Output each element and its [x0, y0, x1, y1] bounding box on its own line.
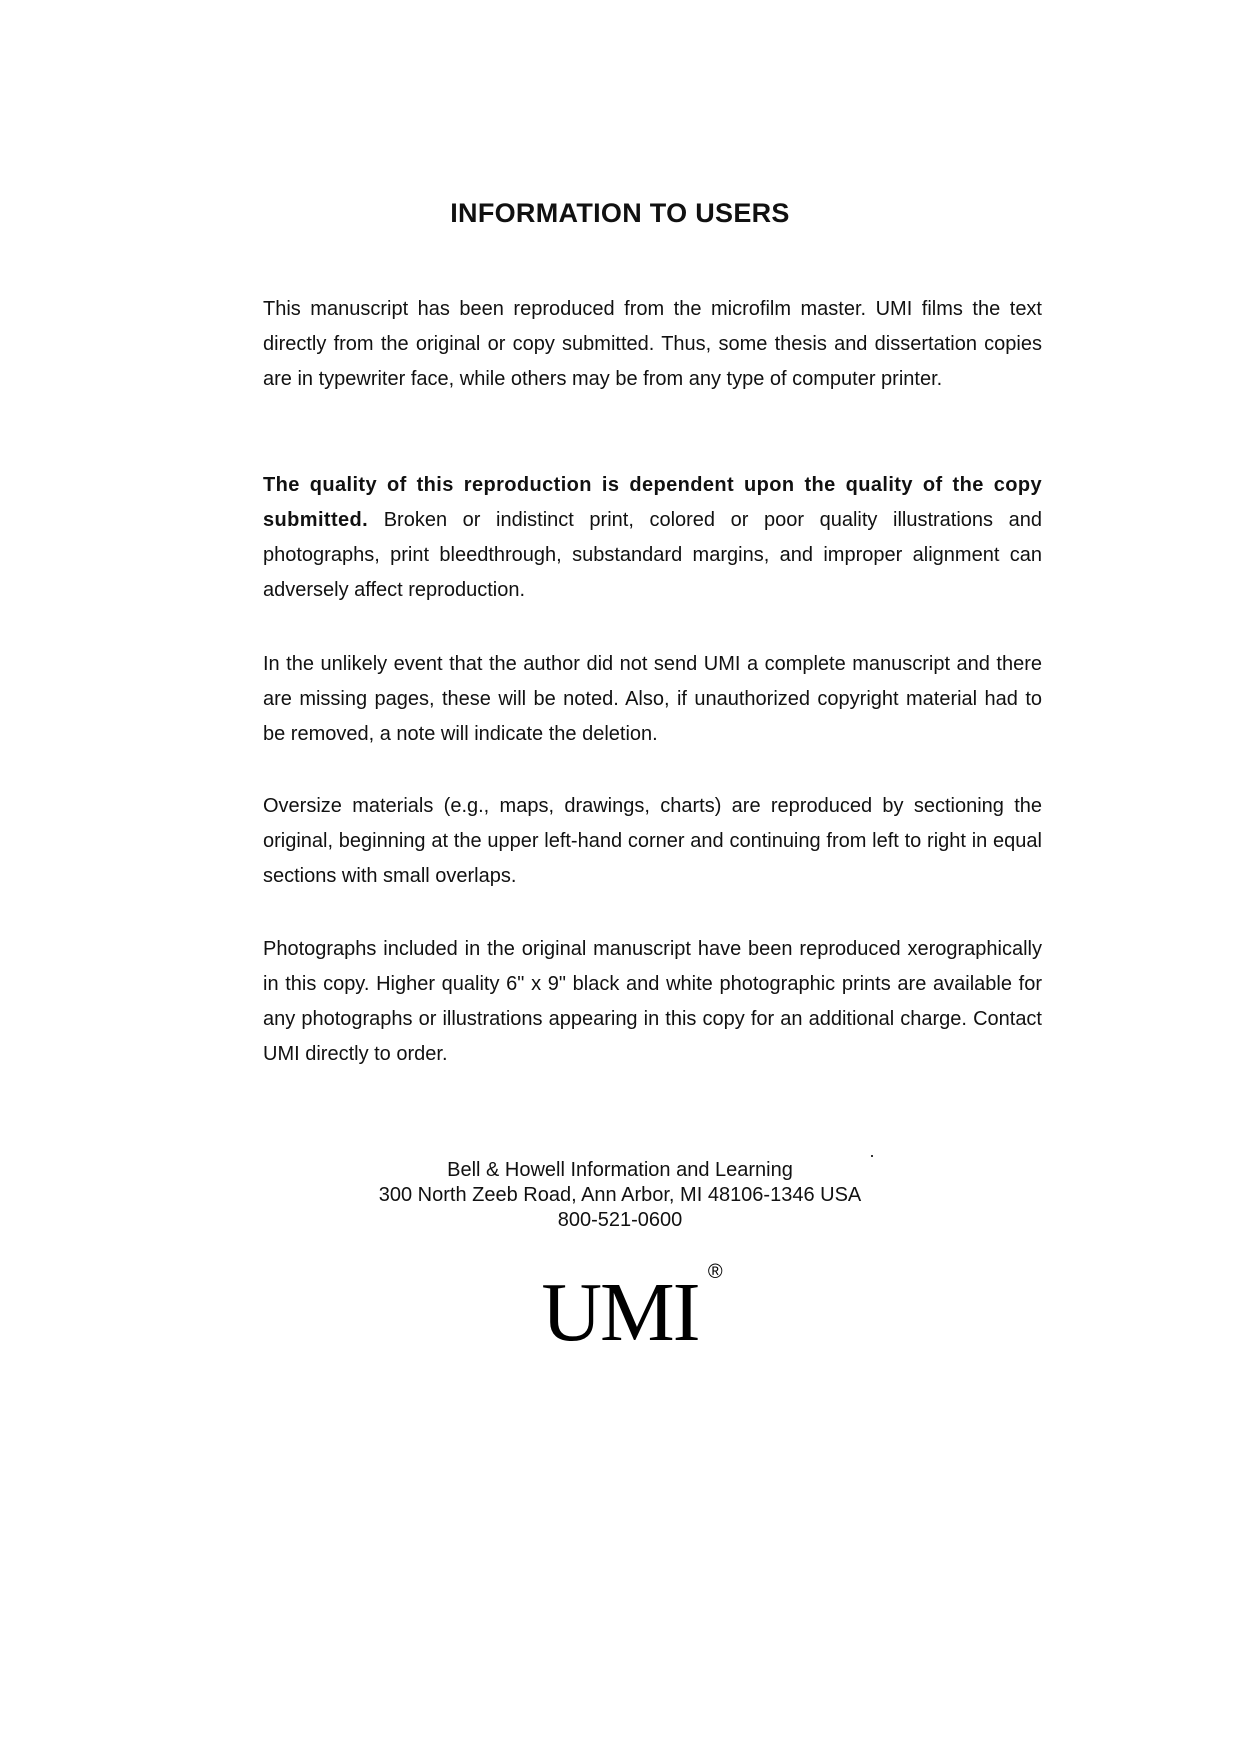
quality-rest-text: Broken or indistinct print, colored or poor quality illustrations and photographs, print bleedthrough, substandard margins, and improper alignment can adversely affect reproduction.	[263, 509, 1042, 601]
registered-mark-icon: ®	[707, 1261, 721, 1283]
publisher-address	[0, 1158, 1240, 1233]
paragraph-photographs-notice: Photographs included in the original manuscript have been reproduced xerographically in this copy. Higher quality 6" x 9" black and white photographic prints are available for any photographs or illustrations appearing in this copy for an additional charge. Contact UMI directly to order.	[263, 938, 1042, 1065]
paragraph-missing-pages-notice: In the unlikely event that the author did not send UMI a complete manuscript and there are missing pages, these will be noted. Also, if unauthorized copyright material had to be removed, a note will indicate the deletion.	[263, 653, 1042, 745]
paragraph-quality-notice	[263, 468, 1042, 608]
address-company: Bell & Howell Information and Learning	[447, 1159, 793, 1181]
paragraph-reproduction-notice: This manuscript has been reproduced from the microfilm master. UMI films the text directly from the original or copy submitted. Thus, some thesis and dissertation copies are in typewriter face, while others may be from any type of computer printer.	[263, 298, 1042, 390]
umi-logo	[0, 1261, 1240, 1359]
quality-lead-text: The quality of this reproduction is dependent upon the quality of the copy submitted.	[263, 474, 1042, 531]
umi-logo-letters: UMI	[541, 1266, 699, 1359]
page-title: INFORMATION TO USERS	[450, 198, 790, 228]
paragraph-oversize-notice: Oversize materials (e.g., maps, drawings, charts) are reproduced by sectioning the original, beginning at the upper left-hand corner and continuing from left to right in equal sections with small overlaps.	[263, 795, 1042, 887]
scan-speck	[871, 1155, 873, 1157]
address-phone: 800-521-0600	[557, 1209, 683, 1231]
umi-logo-text	[541, 1261, 721, 1359]
address-street: 300 North Zeeb Road, Ann Arbor, MI 48106-1346 USA	[378, 1184, 862, 1206]
